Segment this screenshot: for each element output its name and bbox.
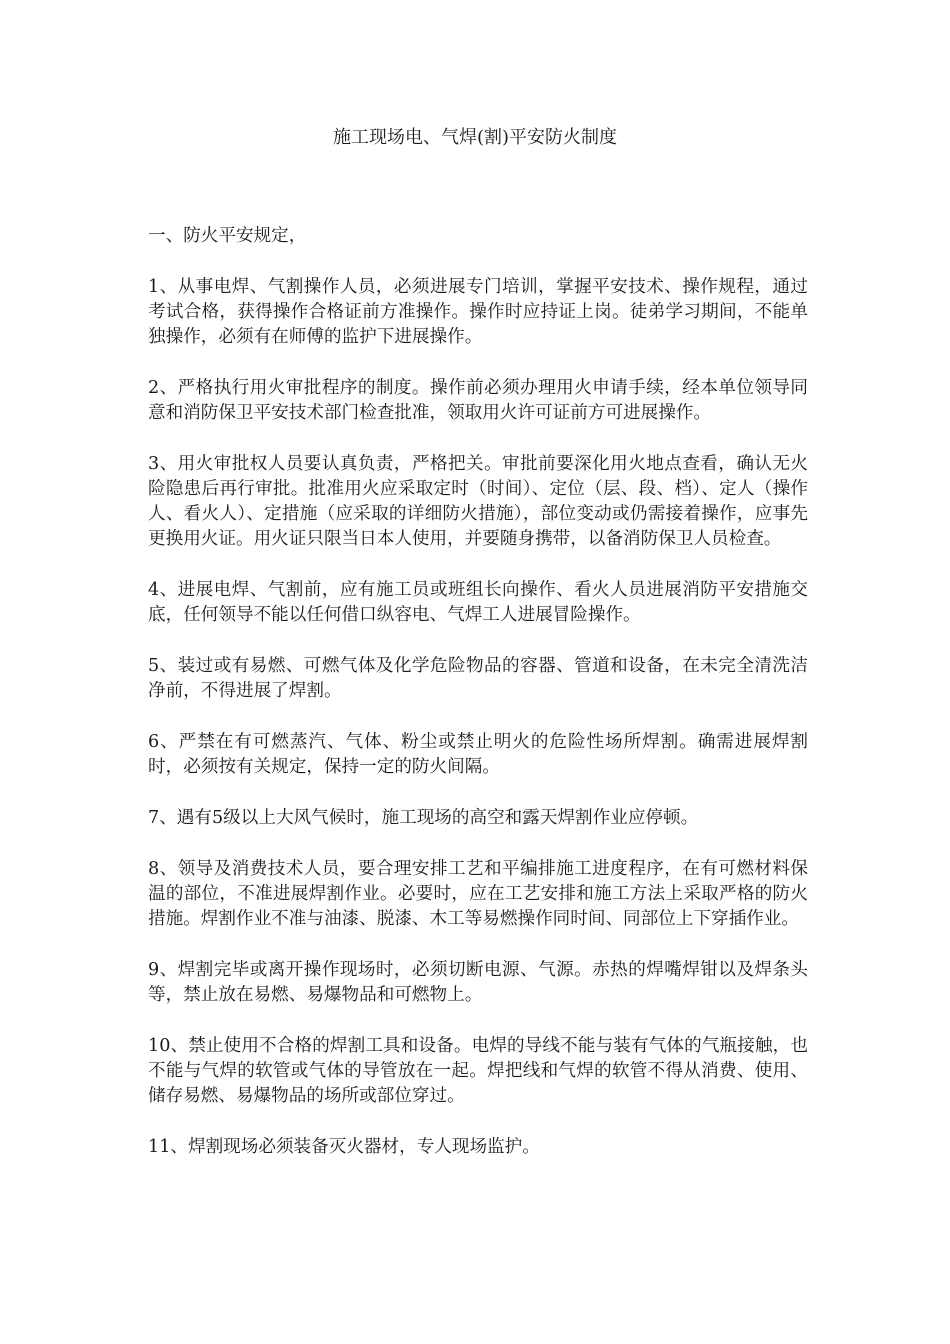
paragraph-6: 6、严禁在有可燃蒸汽、气体、粉尘或禁止明火的危险性场所焊割。确需进展焊割时，必须按有关规定，保持一定的防火间隔。 xyxy=(148,732,808,777)
paragraph-10: 10、禁止使用不合格的焊割工具和设备。电焊的导线不能与装有气体的气瓶接触，也不能与气焊的软管或气体的导管放在一起。焊把线和气焊的软管不得从消费、使用、储存易燃、易爆物品的场所或部位穿过。 xyxy=(148,1036,808,1106)
paragraph-2: 2、严格执行用火审批程序的制度。操作前必须办理用火申请手续，经本单位领导同意和消防保卫平安技术部门检查批准，领取用火许可证前方可进展操作。 xyxy=(148,378,808,423)
paragraph-4: 4、进展电焊、气割前，应有施工员或班组长向操作、看火人员进展消防平安措施交底，任何领导不能以任何借口纵容电、气焊工人进展冒险操作。 xyxy=(148,580,808,625)
document-body xyxy=(148,224,808,1186)
paragraph-11: 11、焊割现场必须装备灭火器材，专人现场监护。 xyxy=(148,1137,540,1157)
paragraph-7: 7、遇有5级以上大风气候时，施工现场的高空和露天焊割作业应停顿。 xyxy=(148,808,699,828)
paragraph-5: 5、装过或有易燃、可燃气体及化学危险物品的容器、管道和设备，在未完全清洗洁净前，不得进展了焊割。 xyxy=(148,656,808,701)
paragraph-8: 8、领导及消费技术人员，要合理安排工艺和平编排施工进度程序，在有可燃材料保温的部位，不准进展焊割作业。必要时，应在工艺安排和施工方法上采取严格的防火措施。焊割作业不准与油漆、脱漆、木工等易燃操作同时间、同部位上下穿插作业。 xyxy=(148,859,808,929)
paragraph-3: 3、用火审批权人员要认真负责，严格把关。审批前要深化用火地点查看，确认无火险隐患后再行审批。批准用火应采取定时（时间）、定位（层、段、档）、定人（操作人、看火人）、定措施（应采取的详细防火措施），部位变动或仍需接着操作，应事先更换用火证。用火证只限当日本人使用，并要随身携带，以备消防保卫人员检查。 xyxy=(148,454,808,549)
section-heading: 一、防火平安规定， xyxy=(148,226,307,246)
document-title: 施工现场电、气焊(割)平安防火制度 xyxy=(332,127,618,148)
paragraph-1: 1、从事电焊、气割操作人员，必须进展专门培训，掌握平安技术、操作规程，通过考试合格，获得操作合格证前方准操作。操作时应持证上岗。徒弟学习期间，不能单独操作，必须有在师傅的监护下进展操作。 xyxy=(148,277,808,347)
paragraph-9: 9、焊割完毕或离开操作现场时，必须切断电源、气源。赤热的焊嘴焊钳以及焊条头等，禁止放在易燃、易爆物品和可燃物上。 xyxy=(148,960,808,1005)
